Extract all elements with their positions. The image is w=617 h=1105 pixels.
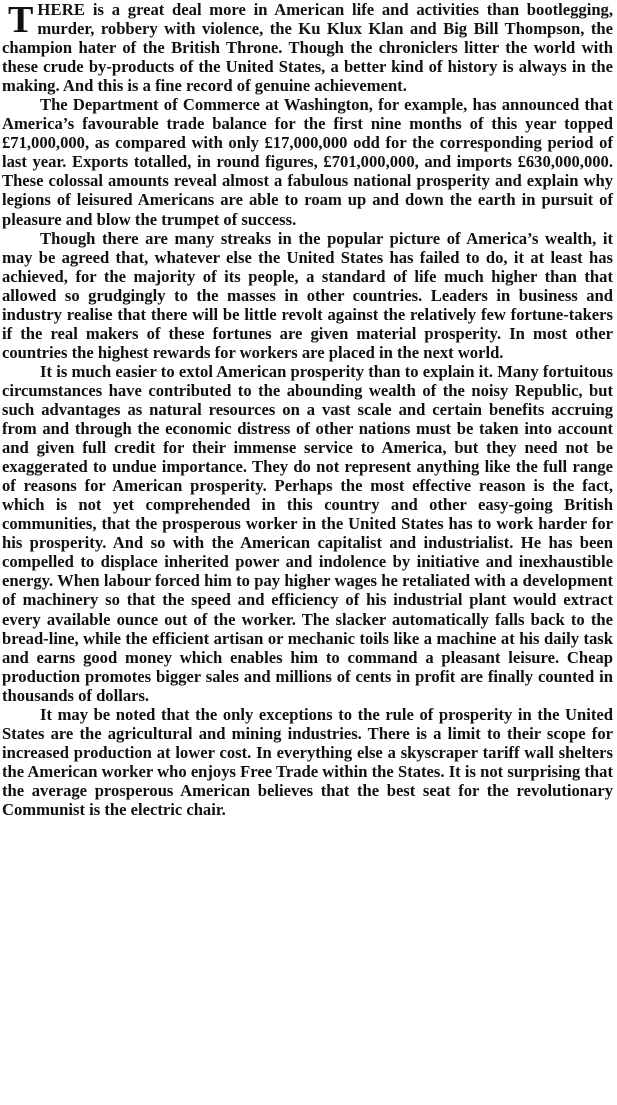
paragraph-1-lead: HERE (37, 0, 86, 19)
paragraph-2: The Department of Commerce at Washington, for example, has announced that America’s favourable trade balance for the first nine months of this year topped £71,000,000, as compared with only £17,000,000 odd for the corresponding period of last year. Exports totalled, in round figures, £701,000,000, and imports £630,000,000. These colossal amounts reveal almost a fabulous national prosperity and explain why legions of leisured Americans are able to roam up and down the earth in pursuit of pleasure and blow the trumpet of success. (2, 95, 613, 229)
paragraph-5: It may be noted that the only exceptions to the rule of prosperity in the United States are the agricultural and mining industries. There is a limit to their scope for increased production at lower cost. In everything else a skyscraper tariff wall shelters the American worker who enjoys Free Trade within the States. It is not surprising that the average prosperous American believes that the best seat for the revolutionary Communist is the electric chair. (2, 704, 613, 819)
drop-cap: T (8, 0, 34, 41)
paragraph-3: Though there are many streaks in the popular picture of America’s wealth, it may be agreed that, whatever else the United States has failed to do, it at least has achieved, for the majority of its people, a standard of life much higher than that allowed so grudgingly to the masses in other countries. Leaders in business and industry realise that there will be little revolt against the relatively few fortune-takers if the real makers of these fortunes are given material prosperity. In most other countries the highest rewards for workers are placed in the next world. (2, 228, 613, 362)
paragraph-1-text: is a great deal more in American life and activities than bootlegging, murder, robbery with violence, the Ku Klux Klan and Big Bill Thompson, the champion hater of the British Throne. Though the chroniclers litter the world with these crude by-products of the United States, a better kind of history is always in the making. And this is a fine record of genuine achievement. (2, 0, 613, 96)
paragraph-4: It is much easier to extol American prosperity than to explain it. Many fortuitous circumstances have contributed to the abounding wealth of the noisy Republic, but such advantages as natural resources on a vast scale and certain benefits accruing from and through the economic distress of other nations must be taken into account and given full credit for their immense service to America, but they need not be exaggerated to undue importance. They do not represent anything like the full range of reasons for American prosperity. Perhaps the most effective reason is the fact, which is not yet comprehended in this country and other easy-going British communities, that the prosperous worker in the United States has to work harder for his prosperity. And so with the American capitalist and industrialist. He has been compelled to displace inherited power and indolence by initiative and inexhaustible energy. When labour forced him to pay higher wages he retaliated with a development of machinery so that the speed and efficiency of his industrial plant would extract every available ounce out of the worker. The slacker automatically falls back to the bread-line, while the efficient artisan or mechanic toils like a machine at his daily task and earns good money which enables him to command a pleasant leisure. Cheap production promotes bigger sales and millions of cents in profit are finally counted in thousands of dollars. (2, 361, 613, 705)
paragraph-1 (2, 0, 613, 95)
